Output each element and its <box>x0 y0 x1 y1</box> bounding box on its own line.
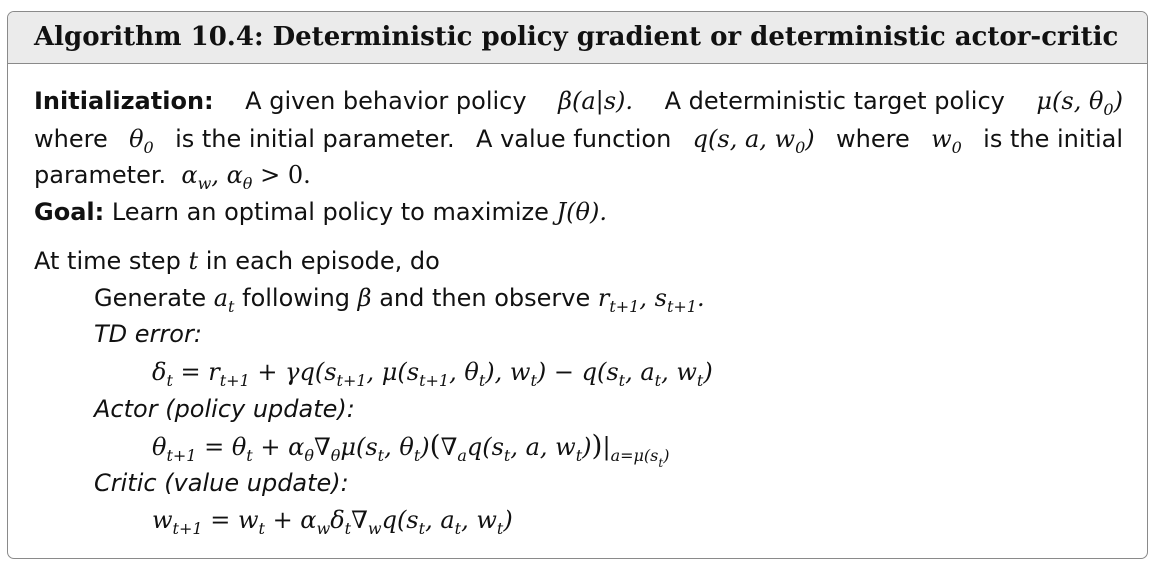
init-text-8: parameter. <box>34 161 167 189</box>
init-line-2 <box>34 124 1123 157</box>
action-symbol: $a_t$ <box>213 284 235 316</box>
w0-symbol: $w_0$ <box>931 125 962 157</box>
goal-text: Learn an optimal policy to maximize <box>111 198 549 226</box>
theta0-symbol: $\theta_0$ <box>129 125 154 157</box>
beta-symbol: β <box>357 284 372 312</box>
td-error-label: TD error: <box>94 320 202 348</box>
generate-text-3: and then observe <box>379 284 591 312</box>
algorithm-box <box>7 11 1148 559</box>
behavior-policy-formula: β(a|s). <box>558 87 634 115</box>
generate-text-1: Generate <box>94 284 207 312</box>
generate-line <box>94 283 705 316</box>
goal-line <box>34 197 607 227</box>
critic-label: Critic (value update): <box>94 469 349 497</box>
init-text-4: is the initial parameter. <box>175 125 455 153</box>
init-text-5: A value function <box>476 125 672 153</box>
loop-line <box>34 246 440 276</box>
critic-update-formula: $w_{t+1} = w_t + \alpha_w\delta_t\nabla_wq(s_t$, $a_t$, $w_t$) <box>152 506 513 538</box>
init-text-1: A given behavior policy <box>245 87 527 115</box>
generate-text-2: following <box>242 284 351 312</box>
init-text-6: where <box>836 125 910 153</box>
t-symbol: t <box>188 247 199 275</box>
algorithm-title: Algorithm 10.4: Deterministic policy gradient or deterministic actor-critic <box>8 12 1147 64</box>
td-error-formula: $\delta_t = r_{t+1} + \gamma q(s_{t+1}$, $\mu(s_{t+1}$, $\theta_t$), $w_t) - q(s_t$, $a_t$, $w_t$) <box>152 358 713 390</box>
target-policy-formula: μ(s, $\theta_0$) <box>1036 87 1123 119</box>
loop-text-2: in each episode, do <box>205 247 440 275</box>
init-text-7: is the initial <box>983 125 1123 153</box>
observation-formula: $r_{t+1}$, $s_{t+1}$. <box>597 284 705 316</box>
init-line-1 <box>34 86 1123 119</box>
init-text-2: A deterministic target policy <box>664 87 1005 115</box>
init-text-3: where <box>34 125 108 153</box>
actor-update-formula: $\theta_{t+1} = \theta_t + \alpha_\theta\nabla_\theta\mu(s_t$, $\theta_t)(\nabla_aq(s_t$, a, $w_t))|_{a=\mu(s_t)}$ <box>152 429 670 470</box>
actor-label: Actor (policy update): <box>94 395 355 423</box>
step-size-formula: $\alpha_w$, $\alpha_\theta > 0$. <box>173 161 311 193</box>
init-line-3 <box>34 160 311 193</box>
loop-text-1: At time step <box>34 247 181 275</box>
value-function-formula: q(s, a, $w_0$) <box>692 125 815 157</box>
init-label: Initialization: <box>34 87 214 115</box>
objective-formula: J(θ). <box>556 198 607 226</box>
goal-label: Goal: <box>34 198 105 226</box>
